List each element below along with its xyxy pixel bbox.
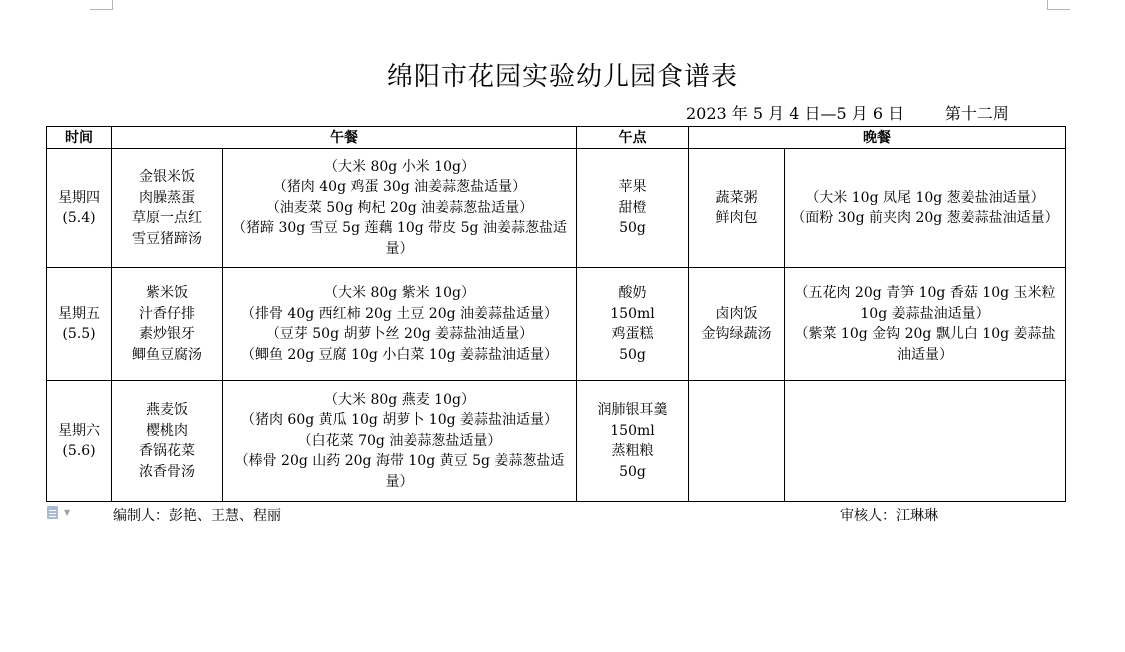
dinner-ingredients-cell: （大米 10g 凤尾 10g 葱姜盐油适量） （面粉 30g 前夹肉 20g 葱姜蒜盐油适量） [785,149,1066,268]
chevron-down-icon[interactable]: ▼ [64,508,71,517]
lunch-ingredients-cell: （大米 80g 紫米 10g） （排骨 40g 西红柿 20g 土豆 20g 油姜蒜盐适量） （豆芽 50g 胡萝卜丝 20g 姜蒜盐油适量） （鲫鱼 20g 豆腐 10g 小白菜 10g 姜蒜盐油适量） [223,268,577,381]
date-week-line [686,101,1009,124]
dinner-dishes-cell: 蔬菜粥 鲜肉包 [689,149,785,268]
reviewer-label: 审核人：江琳琳 [840,508,938,524]
page-corner-mark-left [90,0,113,10]
compiler-label: 编制人：彭艳、王慧、程丽 [113,508,281,524]
table-row [47,149,1066,268]
day-cell: 星期四 (5.4) [47,149,112,268]
lunch-dishes-cell: 金银米饭 肉臊蒸蛋 草原一点红 雪豆猪蹄汤 [112,149,223,268]
table-row [47,381,1066,502]
dinner-dishes-cell: 卤肉饭 金钩绿蔬汤 [689,268,785,381]
table-row [47,268,1066,381]
day-cell: 星期六 (5.6) [47,381,112,502]
snack-cell: 润肺银耳羹 150ml 蒸粗粮 50g [577,381,689,502]
header-snack: 午点 [577,127,689,149]
header-row [47,127,1066,149]
dinner-ingredients-cell [785,381,1066,502]
header-time: 时间 [47,127,112,149]
page-corner-mark-right [1047,0,1070,10]
menu-table [46,126,1066,502]
header-dinner: 晚餐 [689,127,1066,149]
date-range: 2023 年 5 月 4 日—5 月 6 日 [686,104,905,123]
day-cell: 星期五 (5.5) [47,268,112,381]
snack-cell: 苹果 甜橙 50g [577,149,689,268]
snack-cell: 酸奶 150ml 鸡蛋糕 50g [577,268,689,381]
lunch-ingredients-cell: （大米 80g 燕麦 10g） （猪肉 60g 黄瓜 10g 胡萝卜 10g 姜蒜盐油适量） （白花菜 70g 油姜蒜葱盐适量） （棒骨 20g 山药 20g 海带 10g 黄豆 5g 姜蒜葱盐适量） [223,381,577,502]
dinner-dishes-cell [689,381,785,502]
lunch-ingredients-cell: （大米 80g 小米 10g） （猪肉 40g 鸡蛋 30g 油姜蒜葱盐适量） （油麦菜 50g 枸杞 20g 油姜蒜葱盐适量） （猪蹄 30g 雪豆 5g 莲藕 10g 带皮 5g 油姜蒜葱盐适量） [223,149,577,268]
week-label: 第十二周 [944,104,1009,123]
page-title: 绵阳市花园实验幼儿园食谱表 [386,62,738,92]
header-lunch: 午餐 [112,127,577,149]
dinner-ingredients-cell: （五花肉 20g 青笋 10g 香菇 10g 玉米粒 10g 姜蒜盐油适量） （紫菜 10g 金钩 20g 飘儿白 10g 姜蒜盐油适量） [785,268,1066,381]
lunch-dishes-cell: 燕麦饭 樱桃肉 香锅花菜 浓香骨汤 [112,381,223,502]
lunch-dishes-cell: 紫米饭 汁香仔排 素炒银牙 鲫鱼豆腐汤 [112,268,223,381]
document-icon[interactable] [47,506,58,519]
